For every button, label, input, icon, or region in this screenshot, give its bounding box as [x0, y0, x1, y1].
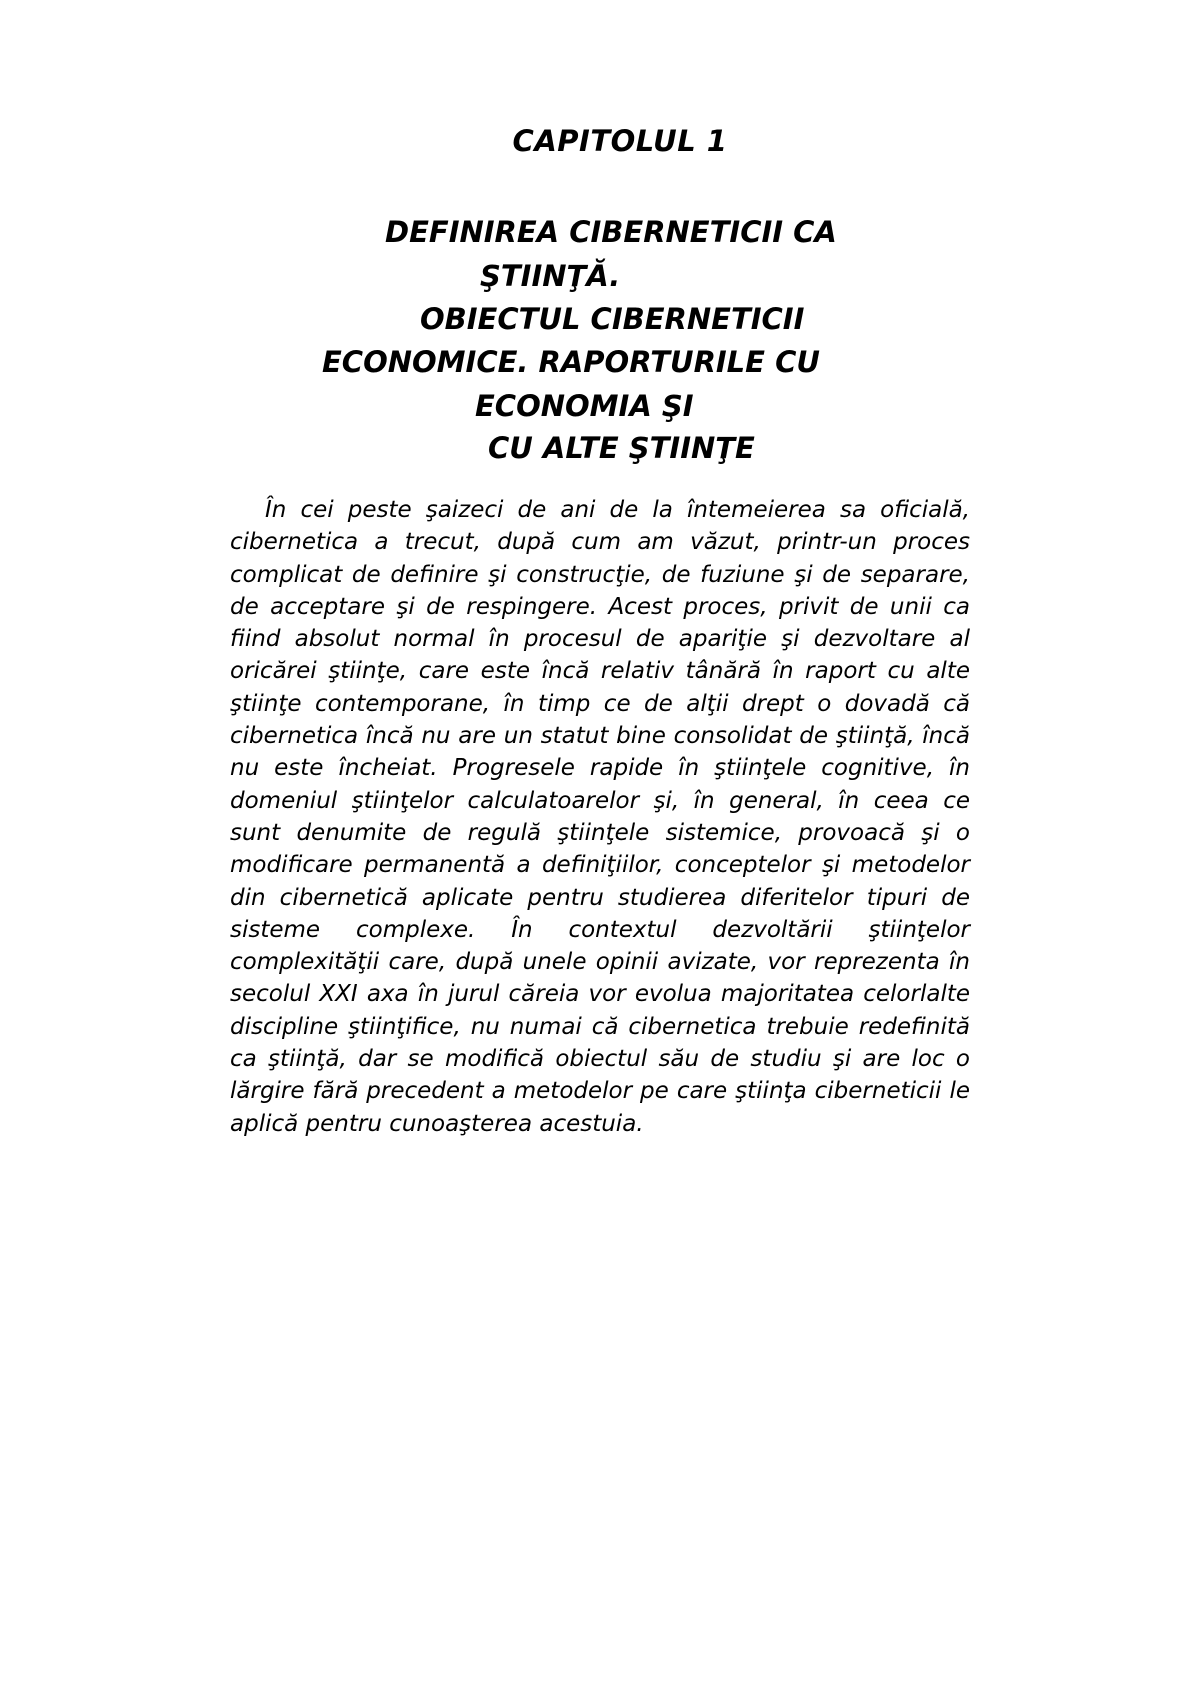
heading-line-5: ECONOMIA ŞI [475, 389, 694, 423]
heading-line-4: ECONOMICE. RAPORTURILE CU [322, 345, 820, 379]
heading-line-3: OBIECTUL CIBERNETICII [420, 302, 805, 336]
chapter-title: CAPITOLUL 1 [512, 124, 728, 158]
heading-line-6: CU ALTE ŞTIINŢE [488, 431, 755, 465]
body-paragraph: În cei peste şaizeci de ani de la întemeierea sa oficială, cibernetica a trecut, după cum am văzut, printr-un proces complicat de definire şi construcţie, de fuziune şi de separare, de acceptare şi de respingere. Acest proces, privit de unii ca fiind absolut normal în procesul de apariţie şi dezvoltare al oricărei ştiinţe, care este încă relativ tânără în raport cu alte ştiinţe contemporane, în timp ce de alţii drept o dovadă că cibernetica încă nu are un statut bine consolidat de ştiinţă, încă nu este încheiat. Progresele rapide în ştiinţele cognitive, în domeniul ştiinţelor calculatoarelor şi, în general, în ceea ce sunt denumite de regulă ştiinţele sistemice, provoacă şi o modificare permanentă a definiţiilor, conceptelor şi metodelor din cibernetică aplicate pentru studierea diferitelor tipuri de sisteme complexe. În contextul dezvoltării ştiinţelor complexităţii care, după unele opinii avizate, vor reprezenta în secolul XXI axa în jurul căreia vor evolua majoritatea celorlalte discipline ştiinţifice, nu numai că cibernetica trebuie redefinită ca ştiinţă, dar se modifică obiectul său de studiu şi are loc o lărgire fără precedent a metodelor pe care ştiinţa ciberneticii le aplică pentru cunoaşterea acestuia. [230, 497, 970, 1137]
heading-line-2: ŞTIINŢĂ. [480, 259, 621, 293]
heading-line-1: DEFINIREA CIBERNETICII CA [385, 215, 837, 249]
